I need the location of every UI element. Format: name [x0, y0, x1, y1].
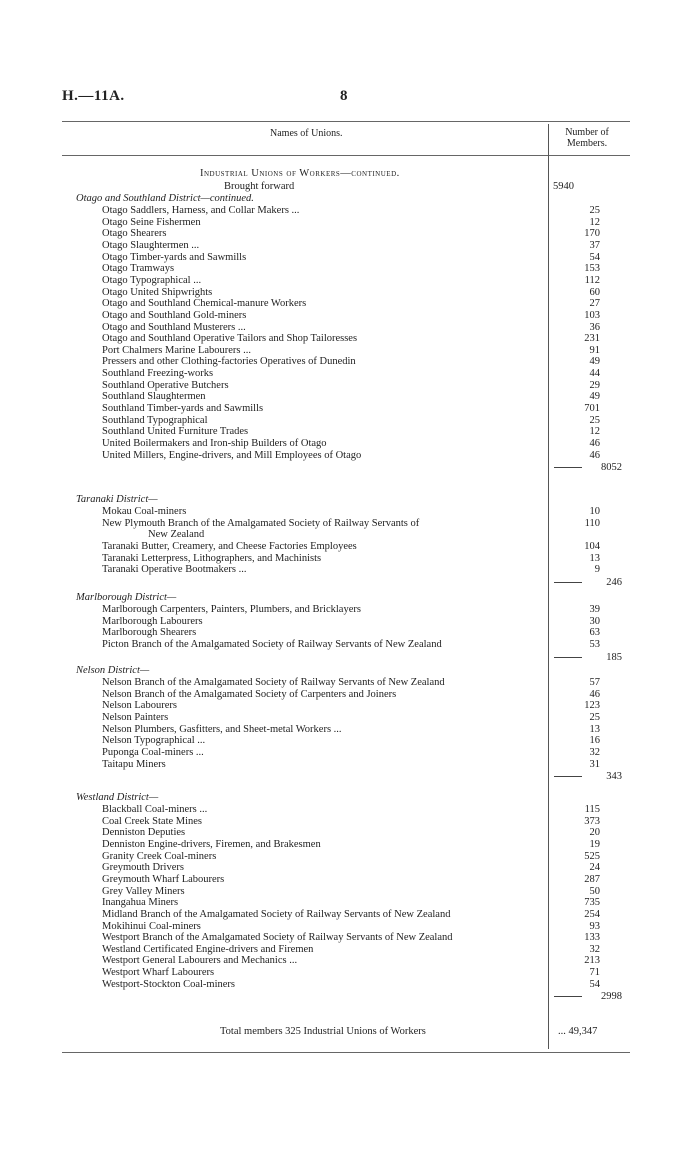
table-row [62, 345, 700, 357]
member-count: 53 [589, 638, 600, 650]
union-name: Nelson Painters [102, 711, 169, 723]
member-count: 36 [589, 321, 600, 333]
table-row [62, 391, 700, 403]
table-row [62, 874, 700, 886]
union-name: Otago Tramways [102, 263, 175, 275]
member-count: 46 [589, 688, 600, 700]
table-row [62, 639, 700, 651]
member-count: 16 [589, 735, 600, 747]
member-count: 91 [589, 344, 600, 356]
table-row [62, 979, 700, 991]
member-count: 44 [589, 368, 600, 380]
member-count: 57 [589, 677, 600, 688]
member-count: 231 [584, 333, 600, 345]
table-row [62, 604, 700, 616]
member-count: 60 [589, 286, 600, 298]
member-count: 54 [589, 978, 600, 990]
union-name: Otago and Southland Operative Tailors and Shop Tailoresses [102, 333, 358, 345]
table-row [62, 851, 700, 863]
table-row [62, 712, 700, 724]
table-row [62, 967, 700, 979]
union-name: Denniston Engine-drivers, Firemen, and Brakesmen [102, 838, 321, 850]
district-subtotal: 246 [606, 576, 622, 588]
union-name: New Zealand [148, 529, 205, 541]
union-name: Denniston Deputies [102, 827, 186, 839]
union-name: Southland Freezing-works [102, 368, 214, 380]
table-row [62, 839, 700, 851]
member-count: 46 [589, 438, 600, 449]
union-name: Blackball Coal-miners ... [102, 804, 208, 815]
union-name: United Millers, Engine-drivers, and Mill Employees of Otago [102, 449, 362, 461]
table-row [62, 921, 700, 933]
section-title: Industrial Unions of Workers—continued. [200, 168, 400, 179]
member-count: 103 [584, 309, 600, 321]
member-count: 153 [584, 263, 600, 275]
union-name: Otago Saddlers, Harness, and Collar Makers ... [102, 205, 300, 216]
table-row [62, 322, 700, 334]
table-row [62, 333, 700, 345]
table-row [62, 263, 700, 275]
member-count: 133 [584, 932, 600, 944]
union-name: Grey Valley Miners [102, 885, 185, 897]
district-subtotal: 343 [606, 771, 622, 783]
union-name: Taitapu Miners [102, 758, 166, 770]
union-name: Nelson Labourers [102, 700, 177, 712]
union-name: Mokau Coal-miners [102, 506, 187, 517]
table-row [62, 564, 700, 576]
union-name: Otago United Shipwrights [102, 286, 213, 298]
table-row [62, 747, 700, 759]
union-name: Port Chalmers Marine Labourers ... [102, 344, 252, 356]
table-row [62, 759, 700, 771]
union-name: New Plymouth Branch of the Amalgamated Society of Railway Servants of [102, 517, 420, 529]
union-name: Westport Branch of the Amalgamated Society of Railway Servants of New Zealand [102, 932, 453, 944]
table-row [62, 862, 700, 874]
table-row [62, 415, 700, 427]
table-row [62, 735, 700, 747]
member-count: 20 [589, 827, 600, 839]
member-count: 13 [589, 552, 600, 564]
col-header-names: Names of Unions. [270, 128, 343, 139]
member-count: 525 [584, 850, 600, 862]
district-heading: Marlborough District— [76, 592, 177, 603]
district-subtotal: 2998 [601, 991, 622, 1003]
table-row [62, 438, 700, 450]
table-row [62, 380, 700, 392]
total-value: ... 49,347 [558, 1026, 598, 1037]
member-count: 112 [584, 274, 600, 286]
union-name: Midland Branch of the Amalgamated Society of Railway Servants of New Zealand [102, 908, 451, 920]
table-row [62, 955, 700, 967]
table-row [62, 275, 700, 287]
union-name: Inangahua Miners [102, 897, 179, 909]
union-name: Otago and Southland Gold-miners [102, 309, 247, 321]
table-row [62, 724, 700, 736]
member-count: 30 [589, 615, 600, 627]
member-count: 37 [589, 239, 600, 251]
table-bottom-rule [62, 1052, 630, 1053]
member-count: 12 [589, 216, 600, 228]
member-count: 46 [589, 449, 600, 461]
member-count: 25 [589, 414, 600, 426]
table-row [62, 205, 700, 217]
union-name: Otago Slaughtermen ... [102, 239, 200, 251]
union-name: Greymouth Drivers [102, 862, 184, 874]
table-row [62, 529, 700, 541]
table-row [62, 897, 700, 909]
district-heading: Nelson District— [76, 665, 150, 676]
union-name: Otago Timber-yards and Sawmills [102, 251, 247, 263]
table-row [62, 677, 700, 689]
table-row [62, 310, 700, 322]
member-count: 287 [584, 873, 600, 885]
member-count: 9 [594, 564, 600, 576]
table-row [62, 932, 700, 944]
union-name: Marlborough Shearers [102, 627, 197, 639]
member-count: 50 [589, 885, 600, 897]
table-row [62, 506, 700, 518]
union-name: Nelson Typographical ... [102, 735, 206, 747]
table-top-rule [62, 121, 630, 122]
member-count: 13 [589, 723, 600, 735]
member-count: 49 [589, 391, 600, 403]
member-count: 27 [589, 298, 600, 310]
union-name: Puponga Coal-miners ... [102, 746, 204, 758]
table-row [62, 403, 700, 415]
member-count: 39 [589, 604, 600, 615]
brought-forward-label: Brought forward [224, 181, 295, 192]
table-row [62, 700, 700, 712]
member-count: 104 [584, 540, 600, 552]
district-heading: Westland District— [76, 792, 159, 803]
union-name: Otago Shearers [102, 228, 167, 240]
table-row [62, 909, 700, 921]
table-row [62, 228, 700, 240]
union-name: Westland Certificated Engine-drivers and Firemen [102, 943, 314, 955]
member-count: 115 [584, 804, 600, 815]
member-count: 63 [589, 627, 600, 639]
table-row [62, 827, 700, 839]
member-count: 31 [589, 758, 600, 770]
table-row [62, 217, 700, 229]
page-number: 8 [340, 88, 348, 104]
table-row [62, 616, 700, 628]
table-row [62, 944, 700, 956]
member-count: 19 [589, 838, 600, 850]
member-count: 49 [589, 356, 600, 368]
table-row [62, 368, 700, 380]
union-name: Southland United Furniture Trades [102, 426, 249, 438]
union-name: Southland Operative Butchers [102, 379, 229, 391]
brought-forward-value: 5940 [553, 181, 574, 192]
union-name: United Boilermakers and Iron-ship Builders of Otago [102, 438, 327, 449]
union-name: Mokihinui Coal-miners [102, 920, 201, 932]
union-name: Marlborough Carpenters, Painters, Plumbers, and Bricklayers [102, 604, 361, 615]
table-row [62, 627, 700, 639]
district-subtotal: 8052 [601, 462, 622, 474]
union-name: Westport General Labourers and Mechanics ... [102, 955, 298, 967]
member-count: 110 [584, 517, 600, 529]
member-count: 123 [584, 700, 600, 712]
member-count: 25 [589, 711, 600, 723]
table-row [62, 886, 700, 898]
union-name: Nelson Branch of the Amalgamated Society of Railway Servants of New Zealand [102, 677, 445, 688]
union-name: Southland Typographical [102, 414, 208, 426]
member-count: 10 [589, 506, 600, 517]
union-name: Otago and Southland Musterers ... [102, 321, 246, 333]
member-count: 32 [589, 746, 600, 758]
col-header-number-l1: Number of [565, 127, 609, 138]
union-name: Taranaki Operative Bootmakers ... [102, 564, 247, 576]
member-count: 213 [584, 955, 600, 967]
table-row [62, 450, 700, 462]
table-row [62, 298, 700, 310]
union-name: Otago and Southland Chemical-manure Workers [102, 298, 307, 310]
union-name: Coal Creek State Mines [102, 815, 203, 827]
total-label: Total members 325 Industrial Unions of Workers [220, 1026, 426, 1037]
union-name: Greymouth Wharf Labourers [102, 873, 225, 885]
member-count: 24 [589, 862, 600, 874]
district-heading: Otago and Southland District—continued. [76, 193, 254, 204]
member-count: 32 [589, 943, 600, 955]
union-name: Pressers and other Clothing-factories Operatives of Dunedin [102, 356, 356, 368]
member-count: 71 [589, 967, 600, 979]
table-row [62, 541, 700, 553]
table-row [62, 426, 700, 438]
union-name: Taranaki Letterpress, Lithographers, and Machinists [102, 552, 322, 564]
page-ref: H.—11A. [62, 88, 125, 104]
member-count: 12 [589, 426, 600, 438]
union-name: Otago Seine Fishermen [102, 216, 201, 228]
table-row [62, 252, 700, 264]
table-row [62, 816, 700, 828]
union-name: Taranaki Butter, Creamery, and Cheese Factories Employees [102, 540, 357, 552]
member-count: 170 [584, 228, 600, 240]
union-name: Westport Wharf Labourers [102, 967, 215, 979]
table-row [62, 689, 700, 701]
member-count: 29 [589, 379, 600, 391]
table-row [62, 518, 700, 530]
union-name: Otago Typographical ... [102, 274, 202, 286]
union-name: Nelson Plumbers, Gasfitters, and Sheet-metal Workers ... [102, 723, 342, 735]
union-name: Granity Creek Coal-miners [102, 850, 217, 862]
union-name: Picton Branch of the Amalgamated Society of Railway Servants of New Zealand [102, 638, 442, 650]
table-row [62, 804, 700, 816]
member-count: 735 [584, 897, 600, 909]
member-count: 701 [584, 403, 600, 415]
table-row [62, 553, 700, 565]
table-header-rule [62, 155, 630, 156]
union-name: Southland Slaughtermen [102, 391, 206, 403]
member-count: 373 [584, 815, 600, 827]
union-name: Nelson Branch of the Amalgamated Society of Carpenters and Joiners [102, 688, 397, 700]
col-header-number [556, 127, 618, 149]
member-count: 25 [589, 205, 600, 216]
table-row [62, 240, 700, 252]
union-name: Southland Timber-yards and Sawmills [102, 403, 264, 415]
table-row [62, 356, 700, 368]
member-count: 254 [584, 908, 600, 920]
member-count: 93 [589, 920, 600, 932]
district-subtotal: 185 [606, 651, 622, 663]
member-count: 54 [589, 251, 600, 263]
col-header-number-l2: Members. [566, 138, 608, 149]
district-heading: Taranaki District— [76, 494, 158, 505]
table-row [62, 287, 700, 299]
union-name: Westport-Stockton Coal-miners [102, 978, 236, 990]
union-name: Marlborough Labourers [102, 615, 203, 627]
